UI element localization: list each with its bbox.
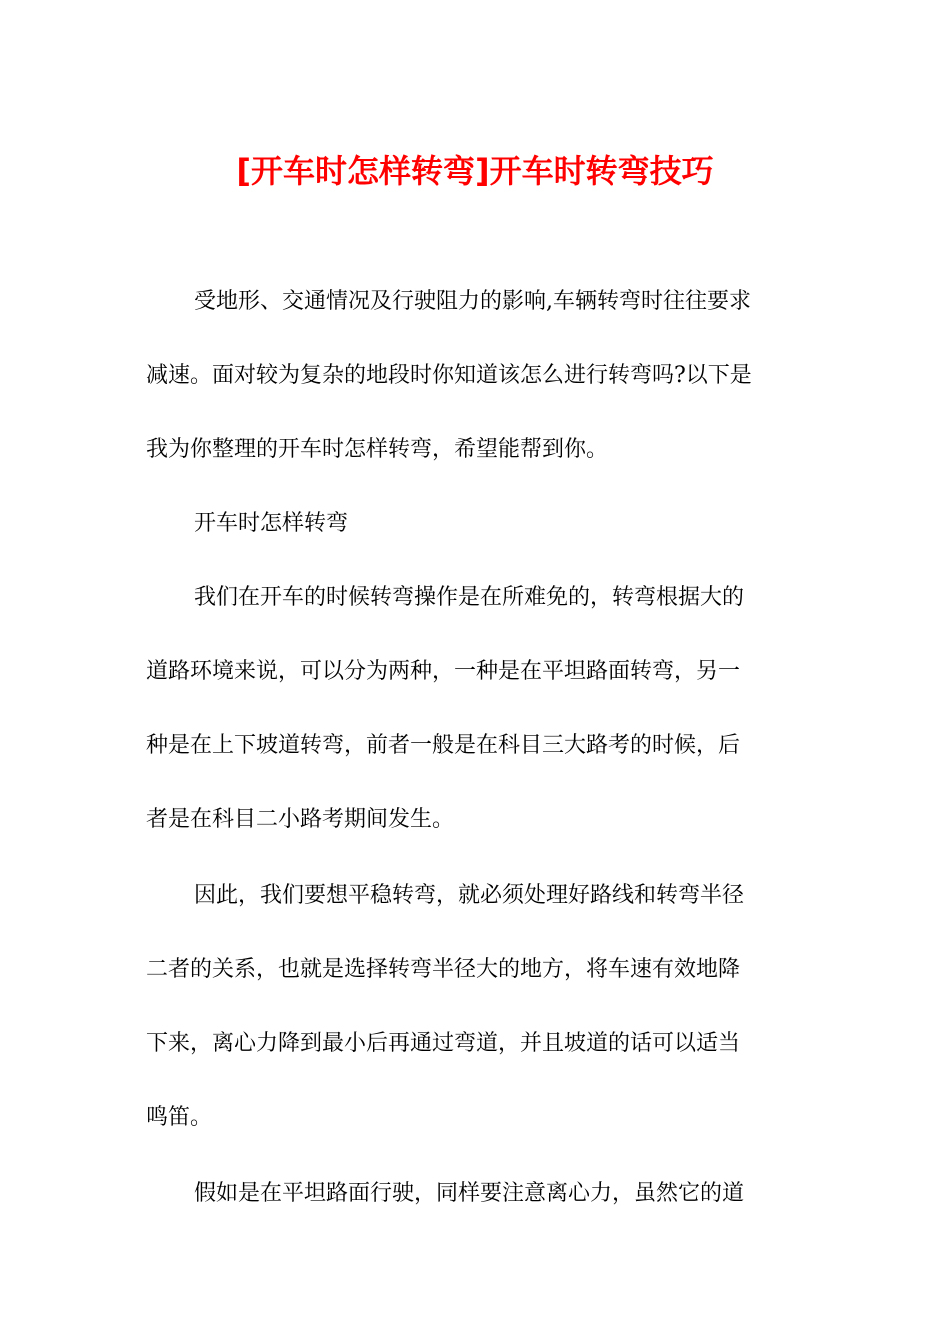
paragraph-line: 者是在科目二小路考期间发生。 [146,807,455,832]
paragraph-smooth-turning [146,859,808,1155]
paragraph-line: 鸣笛。 [146,1105,213,1130]
paragraph-line: 二者的关系，也就是选择转弯半径大的地方，将车速有效地降 [146,957,741,982]
section-heading [146,487,808,561]
paragraph-flat-road [146,1157,808,1231]
paragraph-line: 假如是在平坦路面行驶，同样要注意离心力，虽然它的道 [194,1181,745,1206]
paragraph-line: 因此，我们要想平稳转弯，就必须处理好路线和转弯半径 [194,883,745,908]
paragraph-line: 我们在开车的时候转弯操作是在所难免的，转弯根据大的 [194,585,745,610]
paragraph-line: 道路环境来说，可以分为两种，一种是在平坦路面转弯，另一 [146,659,741,684]
paragraph-line: 减速。面对较为复杂的地段时你知道该怎么进行转弯吗?以下是 [146,363,752,388]
paragraph-line: 我为你整理的开车时怎样转弯，希望能帮到你。 [146,437,609,462]
document-title: [开车时怎样转弯]开车时转弯技巧 [236,152,714,190]
paragraph-line: 受地形、交通情况及行驶阻力的影响,车辆转弯时往往要求 [194,289,751,314]
paragraph-line: 下来，离心力降到最小后再通过弯道，并且坡道的话可以适当 [146,1031,741,1056]
paragraph-intro [146,265,808,487]
paragraph-turn-types [146,561,808,857]
paragraph-line: 种是在上下坡道转弯，前者一般是在科目三大路考的时候，后 [146,733,741,758]
section-heading-text: 开车时怎样转弯 [194,511,349,536]
